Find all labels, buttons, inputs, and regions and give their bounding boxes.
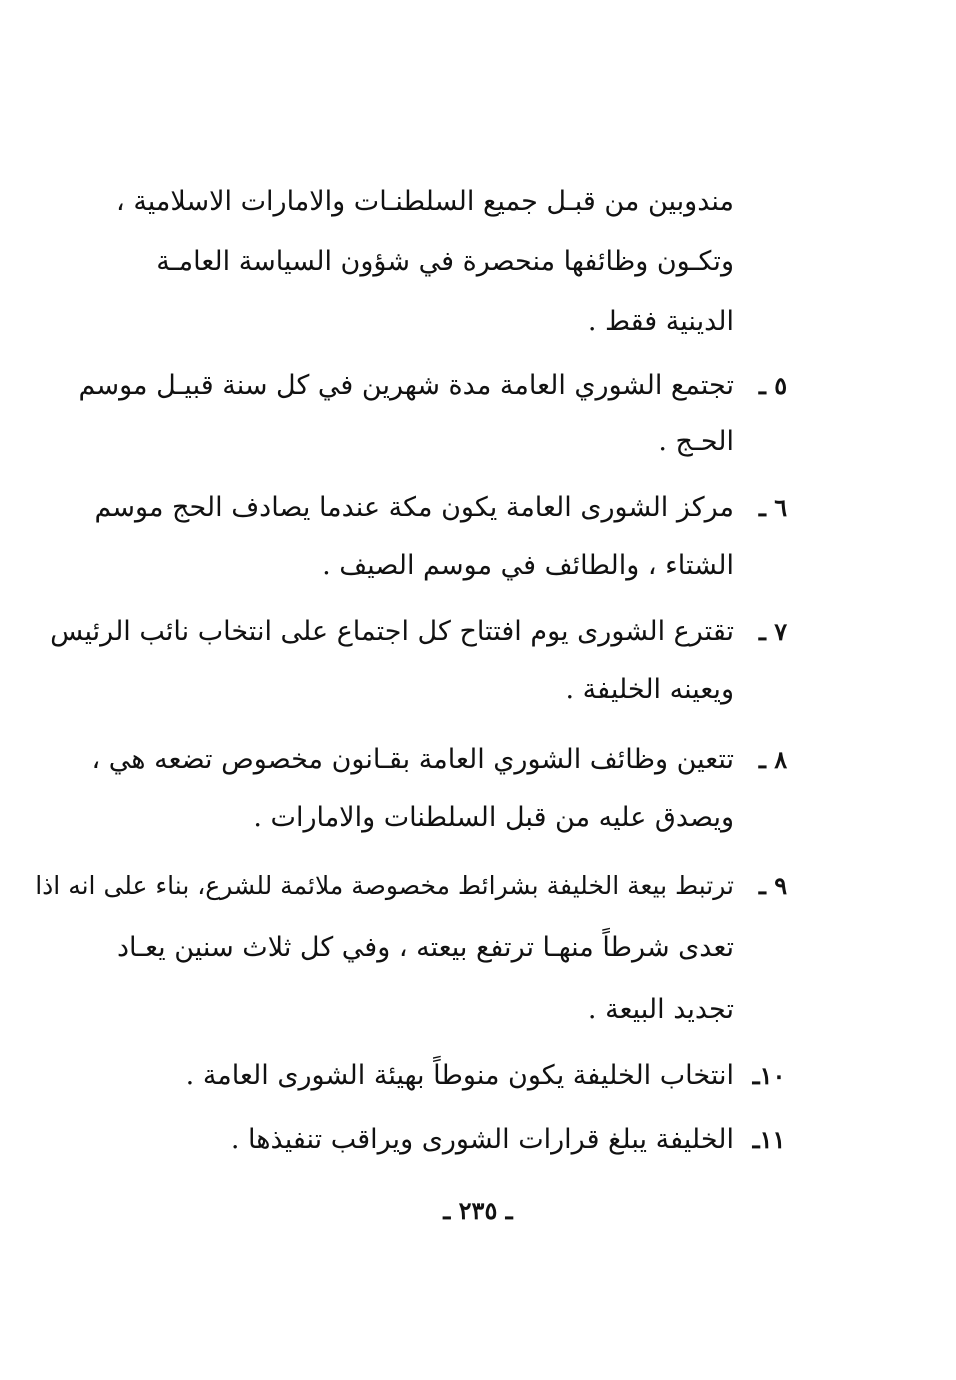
paragraph-line: تجتمع الشوري العامة مدة شهرين في كل سنة قبيـل موسم	[78, 370, 734, 401]
paragraph-line: تقترع الشورى يوم افتتاح كل اجتماع على انتخاب نائب الرئيس	[50, 616, 734, 647]
paragraph-line: ترتبط بيعة الخليفة بشرائط مخصوصة ملائمة للشرع، بناء على انه اذا	[35, 871, 734, 900]
paragraph-line: ويصدق عليه من قبل السلطنات والامارات .	[253, 802, 734, 833]
paragraph-line: مركز الشورى العامة يكون مكة عندما يصادف الحج موسم	[94, 492, 734, 523]
item-number: ١٠ـ	[752, 1061, 786, 1090]
paragraph-line: انتخاب الخليفة يكون منوطاً بهيئة الشورى العامة .	[185, 1060, 734, 1091]
paragraph-line: تتعين وظائف الشوري العامة بقـانون مخصوص تضعه هي ،	[91, 744, 734, 775]
item-number: ٨ ـ	[758, 745, 788, 774]
paragraph-line: وتكـون وظائفها منحصرة في شؤون السياسة العامـة	[156, 246, 734, 277]
paragraph-line: مندوبين من قبـل جميع السلطنـات والامارات الاسلامية ،	[116, 186, 734, 217]
page-number: ـ ٢٣٥ ـ	[443, 1196, 513, 1225]
paragraph-line: الخليفة يبلغ قرارات الشورى ويراقب تنفيذها .	[230, 1124, 734, 1155]
item-number: ٥ ـ	[758, 371, 788, 400]
paragraph-line: الشتاء ، والطائف في موسم الصيف .	[322, 550, 734, 581]
paragraph-line: ويعينه الخليفة .	[565, 674, 734, 705]
item-number: ٦ ـ	[758, 493, 788, 522]
paragraph-line: الحـج .	[658, 426, 734, 457]
paragraph-line: تعدى شرطاً منهـا ترتفع بيعته ، وفي كل ثلاث سنين يعـاد	[116, 932, 734, 963]
item-number: ٧ ـ	[758, 617, 788, 646]
item-number: ٩ ـ	[758, 871, 788, 900]
paragraph-line: تجديد البيعة .	[587, 994, 734, 1025]
item-number: ١١ـ	[752, 1125, 786, 1154]
paragraph-line: الدينية فقط .	[587, 306, 734, 337]
